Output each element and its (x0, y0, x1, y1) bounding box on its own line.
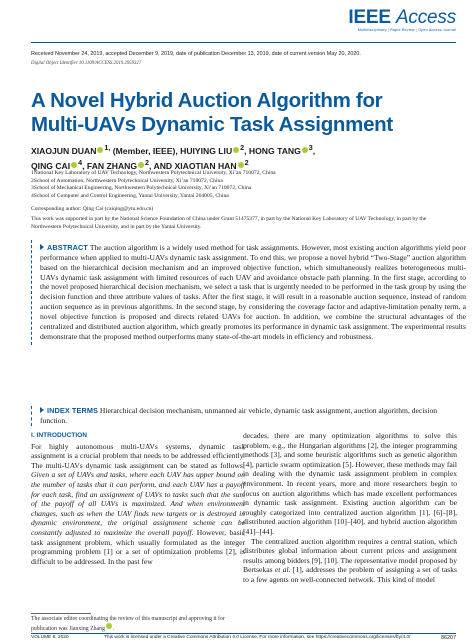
license-notice[interactable]: This work is licensed under a Creative Commons Attribution 4.0 License. For more information, see https://creativecommons.org/licenses/by/4.0/ (104, 635, 411, 640)
body-column-right (243, 431, 457, 585)
affiliations (31, 170, 451, 200)
doi-line: Digital Object Identifier 10.1109/ACCESS.2019.2959327 (31, 61, 142, 66)
orcid-icon[interactable] (138, 162, 144, 168)
header-rule (31, 42, 456, 43)
abstract-heading: ABSTRACT (47, 243, 88, 252)
orcid-icon[interactable] (97, 147, 103, 153)
affiliation-3: 3School of Mechanical Engineering, Northwestern Polytechnical University, Xi’an 710072, China (31, 185, 252, 192)
triangle-marker-icon (40, 407, 44, 413)
author-list (31, 142, 451, 173)
title-line-2: Multi-UAVs Dynamic Task Assignment (31, 113, 393, 136)
title-line-1: A Novel Hybrid Auction Algorithm for (31, 89, 383, 112)
corresponding-author: Corresponding author: Qing Cai (caiqing@ytu.edu.cn) (31, 206, 154, 212)
author-line-2: QING CAI $^4$, FAN ZHANG $^2$, AND XIAOTIAN HAN $^2$ (31, 159, 249, 172)
problem-statement: Given a set of UAVs and tasks, where each UAV has upper bound on the number of tasks that it can perform, and each UAV has a payoff for each task, find an assignment of UAVs to tasks such that the sum of the payoff of all UAVs is maximized. And when environment changes, such as when the UAV finds new targets or is destroyed in dynamic environment, the original assignment scheme can be constantly adjusted to maximize the overall payoff. (31, 470, 245, 537)
abstract-text: The auction algorithm is a widely used method for task assignments. However, most existing auction algorithms yield poor performance when applied to multi-UAVs dynamic task assignment. To end this, we propose a novel hybrid “Two-Stage” auction algorithm based on the hierarchical decision mechanism and an improved objective function, which simultaneously realizes heterogeneous multi-UAVs dynamic task assignment with limited resources of each UAV and avoidance obstacle path planning. In the first stage, according to the novel proposed hierarchical decision mechanism, we select a task that is urgently needed to be performed in the task group by using the decision function and three attribute values of tasks. After the first stage, it will result in a reasonable auction sequence, instead of random auction sequence as in previous algorithms. In the second stage, by considering the coverage factor and adaptive-limitation penalty term, a novel objective function is proposed and directs related UAVs for auction. In addition, we combine the structural advantages of the centralized and distributed auction algorithm, which greatly promotes its performance in dynamic task assignment. The experimental results demonstrate that the proposed method outperforms many state-of-the-art models in efficiency and robustness. (40, 243, 466, 341)
orcid-icon[interactable] (238, 162, 244, 168)
orcid-icon[interactable] (233, 147, 239, 153)
index-terms-heading: INDEX TERMS (47, 406, 98, 415)
author-line-1: XIAOJUN DUAN $^{1,}$ (Member, IEEE), HUIYING LIU $^2$, HONG TANG $^3$, (31, 144, 316, 156)
abstract-block (31, 240, 470, 345)
orcid-icon[interactable] (71, 162, 77, 168)
affiliation-2: 2School of Automation, Northwestern Polytechnical University, Xi’an 710072, China (31, 177, 223, 184)
editor-footnote: The associate editor coordinating the review of this manuscript and approving it for publication was Jianxing Zhang . (31, 616, 225, 633)
index-terms-block (31, 406, 466, 426)
logo-access: Access (395, 7, 456, 28)
triangle-marker-icon (40, 244, 44, 250)
body-column-left (31, 431, 245, 566)
orcid-icon[interactable] (302, 147, 308, 153)
logo-ieee: IEEE (348, 7, 391, 28)
index-terms-text: Hierarchical decision mechanism, unmanned air vehicle, dynamic task assignment, auction algorithm, decision function. (40, 406, 438, 425)
footer-rule (31, 633, 456, 634)
intro-paragraph-1: For highly autonomous multi-UAVs systems, dynamic task assignment is a crucial problem that needs to be addressed efficiently. The multi-UAVs dynamic task assignment can be stated as follows: Given a set of UAVs and tasks, where each UAV has upper bound on the number of tasks that it can perform, and each UAV has a payoff for each task, find an assignment of UAVs to tasks such that the sum of the payoff of all UAVs is maximized. And when environment changes, such as when the UAV finds new targets or is destroyed in dynamic environment, the original assignment scheme can be constantly adjusted to maximize the overall payoff. However, basic task assignment problem, which usually formulated as the integer programming problem [1] or a set of optimization problems [2], is difficult to be addressed. In the past few (31, 441, 246, 566)
received-dates: Received November 24, 2019, accepted December 9, 2019, date of publication December 13, 2019, date of current version May 20, 2020. (31, 51, 361, 57)
journal-tagline: Multidisciplinary ¦ Rapid Review ¦ Open Access Journal (357, 28, 456, 32)
affiliation-1: 1National Key Laboratory of UAV Technology, Northwestern Polytechnical University, Xi’an 710072, China (31, 170, 276, 176)
page-number: 86207 (441, 635, 456, 641)
intro-paragraph-3: The centralized auction algorithm requires a central station, which distributes global information about current prices and assignment results among bidders [9], [10]. The representative model proposed by Bertsekas et al. [1], addresses the problem of assigning a set of tasks to a few agents on well-connected network. This kind of model (243, 536, 457, 584)
funding-statement: This work was supported in part by the National Science Foundation of China under Grant 51475377, in part by the National Key Laboratory of UAV Technology, in part by the Northwestern Polytechnical University, and in part by the Yantai University. (31, 216, 427, 230)
affiliation-4: 4School of Computer and Control Engineering, Yantai University, Yantai 264005, China (31, 192, 229, 199)
orcid-icon[interactable] (106, 623, 112, 629)
footnote-rule (31, 613, 91, 614)
journal-logo (348, 8, 456, 32)
paper-title (31, 89, 451, 137)
intro-paragraph-2: decades, there are many optimization algorithms to solve this problem, e.g., the Hungarian algorithms [2], the integer programming methods [3], and some heuristic algorithms such as genetic algorithm [4], particle swarm optimization [5]. However, these methods may fail in dealing with the dynamic task assignment problem in complex environment. In recent years, more and more researchers begin to focus on auction algorithms which has made excellent performances in dynamic task assignment. Existing auction algorithm can be roughly categorized into centralized auction algorithm [1], [6]–[8], distributed auction algorithm [10]–[40], and hybrid auction algorithm [41]–[44]. (243, 431, 457, 536)
volume-label: VOLUME 8, 2020 (31, 635, 69, 640)
section-heading-introduction: I. INTRODUCTION (31, 432, 88, 439)
